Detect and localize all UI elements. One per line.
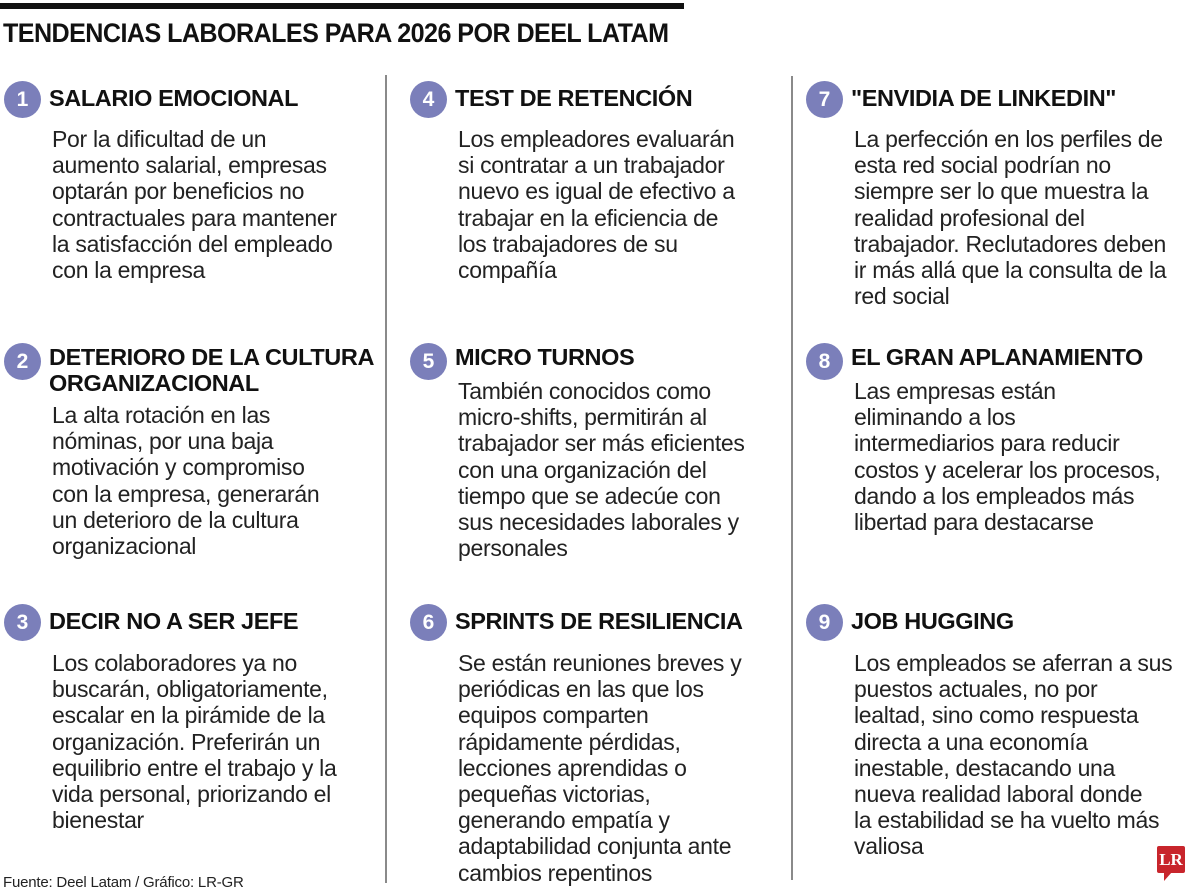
trend-heading: "ENVIDIA DE LINKEDIN": [851, 85, 1117, 111]
trend-description: También conocidos como micro-shifts, permitirán al trabajador ser más eficientes con una organización del tiempo que se adecúe con sus necesidades laborales y personales: [458, 378, 745, 562]
trend-heading: DECIR NO A SER JEFE: [49, 608, 299, 634]
number-badge: 5: [410, 343, 447, 380]
trend-heading: MICRO TURNOS: [455, 344, 635, 370]
trend-heading: DETERIORO DE LA CULTURA ORGANIZACIONAL: [49, 344, 375, 396]
number-badge: 7: [806, 81, 843, 118]
logo-speech-tail: [1164, 872, 1172, 881]
number-badge: 2: [4, 343, 41, 380]
page-title: TENDENCIAS LABORALES PARA 2026 POR DEEL LATAM: [3, 18, 669, 48]
number-badge: 8: [806, 343, 843, 380]
trend-heading: SALARIO EMOCIONAL: [49, 85, 299, 111]
trend-heading: TEST DE RETENCIÓN: [455, 85, 693, 111]
number-badge: 1: [4, 81, 41, 118]
trend-heading: JOB HUGGING: [851, 608, 1014, 634]
number-badge: 6: [410, 604, 447, 641]
column-divider-2: [791, 76, 793, 880]
trend-heading: EL GRAN APLANAMIENTO: [851, 344, 1143, 370]
trend-description: La alta rotación en las nóminas, por una baja motivación y compromiso con la empresa, generarán un deterioro de la cultura organizacional: [52, 402, 320, 560]
number-badge: 9: [806, 604, 843, 641]
trend-description: Por la dificultad de un aumento salarial, empresas optarán por beneficios no contractuales para mantener la satisfacción del empleado con la empresa: [52, 126, 337, 284]
trend-description: La perfección en los perfiles de esta red social podrían no siempre ser lo que muestra la realidad profesional del trabajador. Reclutadores deben ir más allá que la consulta de la red social: [854, 126, 1167, 310]
trend-description: Las empresas están eliminando a los intermediarios para reducir costos y acelerar los procesos, dando a los empleados más libertad para destacarse: [854, 378, 1161, 536]
column-divider-1: [385, 75, 387, 883]
number-badge: 4: [410, 81, 447, 118]
trend-description: Los empleados se aferran a sus puestos actuales, no por lealtad, sino como respuesta directa a una economía inestable, destacando una nueva realidad laboral donde la estabilidad se ha vuelto más valiosa: [854, 650, 1173, 860]
lr-logo-icon: LR: [1157, 846, 1185, 873]
trend-description: Se están reuniones breves y periódicas en las que los equipos comparten rápidamente pérdidas, lecciones aprendidas o pequeñas victorias, generando empatía y adaptabilidad conjunta ante cambios repentinos: [458, 650, 742, 886]
source-credit: Fuente: Deel Latam / Gráfico: LR-GR: [3, 874, 244, 891]
number-badge: 3: [4, 604, 41, 641]
trend-description: Los colaboradores ya no buscarán, obligatoriamente, escalar en la pirámide de la organización. Preferirán un equilibrio entre el trabajo y la vida personal, priorizando el bienestar: [52, 650, 337, 834]
trend-heading: SPRINTS DE RESILIENCIA: [455, 608, 743, 634]
top-rule: [0, 3, 684, 9]
trend-description: Los empleadores evaluarán si contratar a un trabajador nuevo es igual de efectivo a trabajar en la eficiencia de los trabajadores de su compañía: [458, 126, 735, 284]
